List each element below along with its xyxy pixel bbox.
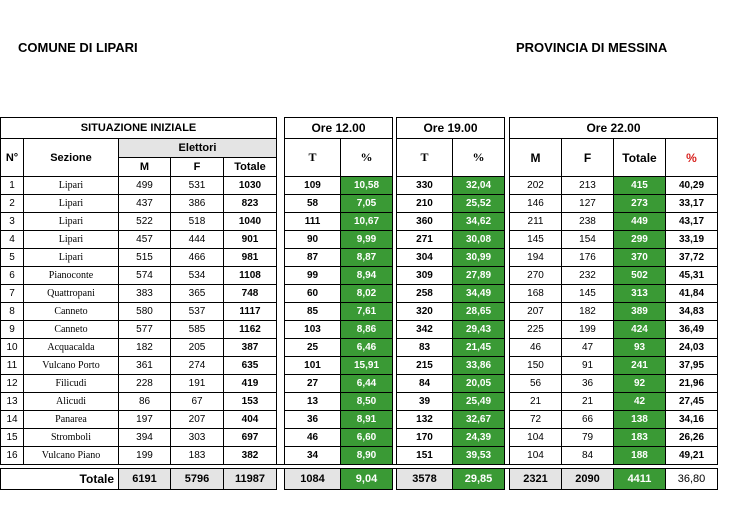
row-number: 7 [1, 285, 24, 303]
tot22-cell: 389 [614, 303, 666, 321]
t12-cell: 85 [285, 303, 341, 321]
t19-cell: 258 [397, 285, 453, 303]
table-row [1, 357, 718, 375]
row-number: 10 [1, 339, 24, 357]
pct12-cell: 10,58 [341, 177, 393, 195]
row-number: 8 [1, 303, 24, 321]
t19-cell: 330 [397, 177, 453, 195]
elettori-totale-cell: 1162 [224, 321, 277, 339]
pct12-cell: 15,91 [341, 357, 393, 375]
pct12-cell: 6,60 [341, 429, 393, 447]
elettori-m-cell: 577 [119, 321, 171, 339]
m22-cell: 202 [510, 177, 562, 195]
f22-cell: 154 [562, 231, 614, 249]
elettori-f-cell: 191 [171, 375, 224, 393]
elettori-totale-cell: 387 [224, 339, 277, 357]
sezione-cell: Quattropani [24, 285, 119, 303]
elettori-m-cell: 574 [119, 267, 171, 285]
f22-cell: 84 [562, 447, 614, 465]
f22-cell: 66 [562, 411, 614, 429]
pct22-cell: 21,96 [666, 375, 718, 393]
tot22-cell: 93 [614, 339, 666, 357]
m22-cell: 146 [510, 195, 562, 213]
total-f22: 2090 [562, 469, 614, 490]
pct19-cell: 27,89 [453, 267, 505, 285]
f22-cell: 145 [562, 285, 614, 303]
f22-cell: 91 [562, 357, 614, 375]
pct19-cell: 28,65 [453, 303, 505, 321]
pct22-cell: 34,16 [666, 411, 718, 429]
tot22-cell: 502 [614, 267, 666, 285]
f22-header: F [562, 139, 614, 177]
table-row [1, 339, 718, 357]
pct12-cell: 8,86 [341, 321, 393, 339]
pct12-cell: 6,44 [341, 375, 393, 393]
m-header: M [119, 158, 171, 177]
elettori-totale-cell: 419 [224, 375, 277, 393]
elettori-m-cell: 515 [119, 249, 171, 267]
pct22-cell: 45,31 [666, 267, 718, 285]
sezione-cell: Lipari [24, 231, 119, 249]
f-header: F [171, 158, 224, 177]
pct19-cell: 20,05 [453, 375, 505, 393]
t19-cell: 170 [397, 429, 453, 447]
t12-cell: 111 [285, 213, 341, 231]
pct12-cell: 8,02 [341, 285, 393, 303]
pct12-header: % [341, 139, 393, 177]
sezione-cell: Filicudi [24, 375, 119, 393]
table-row [1, 231, 718, 249]
elettori-m-cell: 437 [119, 195, 171, 213]
table-row [1, 429, 718, 447]
elettori-m-cell: 182 [119, 339, 171, 357]
pct19-cell: 32,04 [453, 177, 505, 195]
f22-cell: 176 [562, 249, 614, 267]
t12-cell: 99 [285, 267, 341, 285]
pct19-cell: 34,49 [453, 285, 505, 303]
pct22-cell: 33,17 [666, 195, 718, 213]
tot22-cell: 183 [614, 429, 666, 447]
m22-cell: 72 [510, 411, 562, 429]
tot22-cell: 415 [614, 177, 666, 195]
t12-cell: 27 [285, 375, 341, 393]
table-row [1, 285, 718, 303]
row-number: 2 [1, 195, 24, 213]
elettori-f-cell: 585 [171, 321, 224, 339]
f22-cell: 47 [562, 339, 614, 357]
tot22-cell: 42 [614, 393, 666, 411]
elettori-f-cell: 365 [171, 285, 224, 303]
table-row [1, 375, 718, 393]
elettori-totale-cell: 1108 [224, 267, 277, 285]
tot22-cell: 188 [614, 447, 666, 465]
elettori-f-cell: 67 [171, 393, 224, 411]
t12-cell: 109 [285, 177, 341, 195]
m22-cell: 46 [510, 339, 562, 357]
t12-cell: 36 [285, 411, 341, 429]
t12-cell: 13 [285, 393, 341, 411]
elettori-m-cell: 457 [119, 231, 171, 249]
tot22-cell: 92 [614, 375, 666, 393]
t12-cell: 58 [285, 195, 341, 213]
f22-cell: 213 [562, 177, 614, 195]
t19-cell: 360 [397, 213, 453, 231]
row-number: 4 [1, 231, 24, 249]
elettori-totale-cell: 1040 [224, 213, 277, 231]
pct12-cell: 8,94 [341, 267, 393, 285]
row-number: 5 [1, 249, 24, 267]
comune-title: COMUNE DI LIPARI [18, 40, 138, 55]
table-row [1, 213, 718, 231]
sezione-cell: Lipari [24, 177, 119, 195]
pct22-cell: 36,49 [666, 321, 718, 339]
pct19-cell: 34,62 [453, 213, 505, 231]
elettori-f-cell: 531 [171, 177, 224, 195]
t12-cell: 103 [285, 321, 341, 339]
total-pct22: 36,80 [666, 469, 718, 490]
pct12-cell: 6,46 [341, 339, 393, 357]
row-number: 16 [1, 447, 24, 465]
f22-cell: 238 [562, 213, 614, 231]
elettori-totale-cell: 1117 [224, 303, 277, 321]
elettori-m-cell: 228 [119, 375, 171, 393]
pct22-header: % [666, 139, 718, 177]
f22-cell: 21 [562, 393, 614, 411]
row-number: 11 [1, 357, 24, 375]
table-row [1, 267, 718, 285]
elettori-totale-cell: 153 [224, 393, 277, 411]
m22-cell: 270 [510, 267, 562, 285]
pct19-cell: 29,43 [453, 321, 505, 339]
total-tot22: 4411 [614, 469, 666, 490]
total-f: 5796 [171, 469, 224, 490]
elettori-m-cell: 199 [119, 447, 171, 465]
pct12-cell: 7,61 [341, 303, 393, 321]
pct22-cell: 27,45 [666, 393, 718, 411]
table-row [1, 249, 718, 267]
elettori-totale-cell: 1030 [224, 177, 277, 195]
t19-cell: 304 [397, 249, 453, 267]
m22-cell: 145 [510, 231, 562, 249]
pct19-cell: 32,67 [453, 411, 505, 429]
t12-header: T [285, 139, 341, 177]
affluenza-table [0, 117, 718, 490]
m22-cell: 168 [510, 285, 562, 303]
row-number: 12 [1, 375, 24, 393]
elettori-m-cell: 522 [119, 213, 171, 231]
elettori-totale-cell: 404 [224, 411, 277, 429]
pct19-cell: 39,53 [453, 447, 505, 465]
pct22-cell: 43,17 [666, 213, 718, 231]
sezione-cell: Canneto [24, 321, 119, 339]
row-number: 14 [1, 411, 24, 429]
elettori-m-cell: 197 [119, 411, 171, 429]
tot22-cell: 313 [614, 285, 666, 303]
sezione-cell: Canneto [24, 303, 119, 321]
ore12-header: Ore 12.00 [285, 118, 393, 139]
tot22-cell: 138 [614, 411, 666, 429]
table-row [1, 177, 718, 195]
total-pct19: 29,85 [453, 469, 505, 490]
pct19-cell: 24,39 [453, 429, 505, 447]
m22-cell: 225 [510, 321, 562, 339]
sezione-cell: Lipari [24, 213, 119, 231]
elettori-f-cell: 303 [171, 429, 224, 447]
elettori-totale-cell: 697 [224, 429, 277, 447]
m22-header: M [510, 139, 562, 177]
pct19-cell: 25,52 [453, 195, 505, 213]
elettori-m-cell: 86 [119, 393, 171, 411]
pct12-cell: 10,67 [341, 213, 393, 231]
elettori-totale-cell: 748 [224, 285, 277, 303]
row-number: 6 [1, 267, 24, 285]
totals-row [1, 469, 718, 490]
t12-cell: 46 [285, 429, 341, 447]
sezione-header: Sezione [24, 139, 119, 177]
elettori-totale-cell: 823 [224, 195, 277, 213]
t12-cell: 87 [285, 249, 341, 267]
sezione-cell: Vulcano Piano [24, 447, 119, 465]
tot22-cell: 449 [614, 213, 666, 231]
f22-cell: 232 [562, 267, 614, 285]
m22-cell: 150 [510, 357, 562, 375]
total-pct12: 9,04 [341, 469, 393, 490]
sezione-cell: Lipari [24, 195, 119, 213]
pct22-cell: 33,19 [666, 231, 718, 249]
table-row [1, 411, 718, 429]
pct22-cell: 40,29 [666, 177, 718, 195]
f22-cell: 199 [562, 321, 614, 339]
situazione-header: SITUAZIONE INIZIALE [1, 118, 277, 139]
sezione-cell: Lipari [24, 249, 119, 267]
f22-cell: 182 [562, 303, 614, 321]
t12-cell: 25 [285, 339, 341, 357]
pct19-header: % [453, 139, 505, 177]
elettori-totale-cell: 981 [224, 249, 277, 267]
elettori-totale-cell: 901 [224, 231, 277, 249]
pct12-cell: 8,91 [341, 411, 393, 429]
t19-cell: 210 [397, 195, 453, 213]
sezione-cell: Acquacalda [24, 339, 119, 357]
tot22-cell: 273 [614, 195, 666, 213]
t19-cell: 39 [397, 393, 453, 411]
tot22-cell: 241 [614, 357, 666, 375]
row-number: 15 [1, 429, 24, 447]
pct12-cell: 7,05 [341, 195, 393, 213]
pct19-cell: 21,45 [453, 339, 505, 357]
ore22-header: Ore 22.00 [510, 118, 718, 139]
totale-label: Totale [1, 469, 119, 490]
pct22-cell: 37,72 [666, 249, 718, 267]
pct22-cell: 49,21 [666, 447, 718, 465]
elettori-totale-cell: 635 [224, 357, 277, 375]
elettori-f-cell: 207 [171, 411, 224, 429]
m22-cell: 211 [510, 213, 562, 231]
pct12-cell: 8,90 [341, 447, 393, 465]
t12-cell: 60 [285, 285, 341, 303]
t12-cell: 101 [285, 357, 341, 375]
m22-cell: 194 [510, 249, 562, 267]
row-number: 9 [1, 321, 24, 339]
row-number: 3 [1, 213, 24, 231]
pct19-cell: 30,08 [453, 231, 505, 249]
m22-cell: 21 [510, 393, 562, 411]
f22-cell: 79 [562, 429, 614, 447]
total-m: 6191 [119, 469, 171, 490]
t12-cell: 90 [285, 231, 341, 249]
t19-cell: 215 [397, 357, 453, 375]
m22-cell: 207 [510, 303, 562, 321]
elettori-m-cell: 394 [119, 429, 171, 447]
row-number: 1 [1, 177, 24, 195]
elettori-f-cell: 205 [171, 339, 224, 357]
tot22-cell: 299 [614, 231, 666, 249]
elettori-totale-cell: 382 [224, 447, 277, 465]
table-row [1, 195, 718, 213]
pct22-cell: 37,95 [666, 357, 718, 375]
n-header: N° [1, 139, 24, 177]
pct12-cell: 8,87 [341, 249, 393, 267]
tot22-cell: 424 [614, 321, 666, 339]
elettori-f-cell: 537 [171, 303, 224, 321]
t19-cell: 342 [397, 321, 453, 339]
elettori-f-cell: 534 [171, 267, 224, 285]
row-number: 13 [1, 393, 24, 411]
f22-cell: 36 [562, 375, 614, 393]
t19-cell: 320 [397, 303, 453, 321]
elettori-f-cell: 444 [171, 231, 224, 249]
total-t12: 1084 [285, 469, 341, 490]
elettori-f-cell: 518 [171, 213, 224, 231]
t19-cell: 132 [397, 411, 453, 429]
elettori-header: Elettori [119, 139, 277, 158]
table-row [1, 393, 718, 411]
ore19-header: Ore 19.00 [397, 118, 505, 139]
sezione-cell: Alicudi [24, 393, 119, 411]
t19-cell: 309 [397, 267, 453, 285]
pct12-cell: 9,99 [341, 231, 393, 249]
totale-header: Totale [224, 158, 277, 177]
sezione-cell: Panarea [24, 411, 119, 429]
sezione-cell: Stromboli [24, 429, 119, 447]
pct19-cell: 25,49 [453, 393, 505, 411]
t19-header: T [397, 139, 453, 177]
tot22-header: Totale [614, 139, 666, 177]
t19-cell: 151 [397, 447, 453, 465]
provincia-title: PROVINCIA DI MESSINA [516, 40, 668, 55]
total-m22: 2321 [510, 469, 562, 490]
elettori-m-cell: 499 [119, 177, 171, 195]
t19-cell: 271 [397, 231, 453, 249]
pct12-cell: 8,50 [341, 393, 393, 411]
table-row [1, 447, 718, 465]
m22-cell: 104 [510, 447, 562, 465]
elettori-m-cell: 580 [119, 303, 171, 321]
table-row [1, 303, 718, 321]
elettori-f-cell: 183 [171, 447, 224, 465]
total-t19: 3578 [397, 469, 453, 490]
pct22-cell: 41,84 [666, 285, 718, 303]
pct19-cell: 33,86 [453, 357, 505, 375]
pct22-cell: 34,83 [666, 303, 718, 321]
total-totale: 11987 [224, 469, 277, 490]
elettori-f-cell: 274 [171, 357, 224, 375]
tot22-cell: 370 [614, 249, 666, 267]
elettori-f-cell: 466 [171, 249, 224, 267]
m22-cell: 56 [510, 375, 562, 393]
pct19-cell: 30,99 [453, 249, 505, 267]
table-row [1, 321, 718, 339]
t19-cell: 83 [397, 339, 453, 357]
t12-cell: 34 [285, 447, 341, 465]
m22-cell: 104 [510, 429, 562, 447]
sezione-cell: Pianoconte [24, 267, 119, 285]
f22-cell: 127 [562, 195, 614, 213]
sezione-cell: Vulcano Porto [24, 357, 119, 375]
pct22-cell: 26,26 [666, 429, 718, 447]
pct22-cell: 24,03 [666, 339, 718, 357]
elettori-f-cell: 386 [171, 195, 224, 213]
elettori-m-cell: 383 [119, 285, 171, 303]
elettori-m-cell: 361 [119, 357, 171, 375]
t19-cell: 84 [397, 375, 453, 393]
